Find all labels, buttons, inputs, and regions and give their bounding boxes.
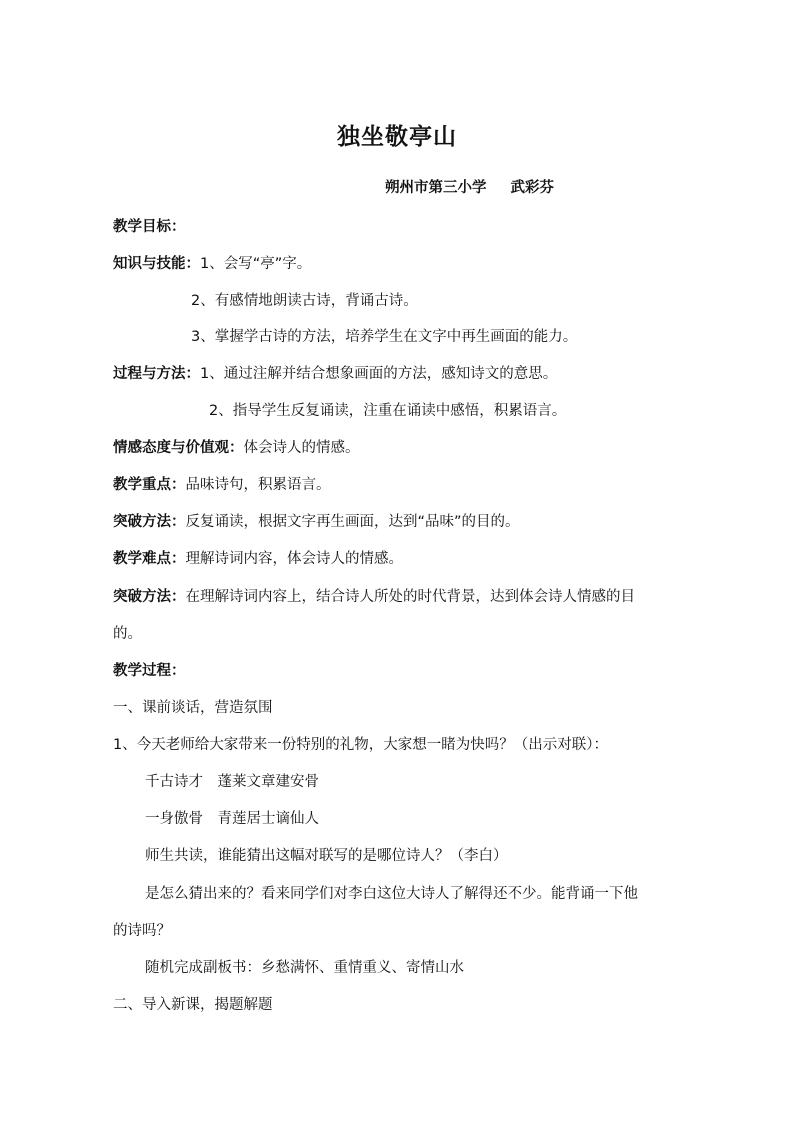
process-line-1 — [113, 364, 557, 384]
key-point-line — [113, 475, 331, 495]
process-item-2: 2、指导学生反复诵读，注重在诵读中感悟，积累语言。 — [209, 403, 567, 419]
couplet-line-1: 千古诗才 蓬莱文章建安骨 — [145, 774, 319, 790]
key-point-text: 品味诗句，积累语言。 — [185, 477, 331, 493]
process-label: 过程与方法： — [113, 366, 200, 382]
objectives-heading: 教学目标： — [113, 219, 186, 235]
guess-line-2: 的诗吗？ — [113, 923, 171, 939]
key-point-method-text: 反复诵读，根据文字再生画面，达到“品味”的目的。 — [185, 514, 520, 530]
board-line: 随机完成副板书：乡愁满怀、重情重义、寄情山水 — [145, 960, 464, 976]
difficulty-text: 理解诗词内容，体会诗人的情感。 — [185, 551, 403, 567]
school-name: 朔州市第三小学 — [385, 180, 487, 196]
difficulty-method-text: 在理解诗词内容上，结合诗人所处的时代背景，达到体会诗人情感的目 — [185, 589, 635, 605]
difficulty-label: 教学难点： — [113, 551, 186, 567]
key-point-method-line — [113, 512, 520, 532]
guess-line-1: 是怎么猜出来的？看来同学们对李白这位大诗人了解得还不少。能背诵一下他 — [145, 886, 638, 902]
emotion-label: 情感态度与价值观： — [113, 440, 244, 456]
difficulty-line — [113, 549, 403, 569]
difficulty-method-label: 突破方法： — [113, 589, 186, 605]
byline — [385, 176, 554, 197]
section-2-heading: 二、导入新课，揭题解题 — [113, 997, 273, 1013]
read-together-line: 师生共读，谁能猜出这幅对联写的是哪位诗人？（李白） — [145, 848, 508, 864]
page-title: 独坐敬亭山 — [337, 124, 457, 150]
difficulty-method-line — [113, 587, 635, 607]
knowledge-line-1 — [113, 254, 311, 274]
emotion-line — [113, 438, 360, 458]
section-1-heading: 一、课前谈话，营造氛围 — [113, 700, 273, 716]
couplet-line-2: 一身傲骨 青莲居士谪仙人 — [145, 811, 319, 827]
emotion-text: 体会诗人的情感。 — [243, 440, 360, 456]
process-heading: 教学过程： — [113, 663, 186, 679]
knowledge-label: 知识与技能： — [113, 256, 200, 272]
author-name: 武彩芬 — [510, 180, 554, 196]
process-item-1: 1、通过注解并结合想象画面的方法，感知诗文的意思。 — [200, 366, 558, 382]
knowledge-item-3: 3、掌握学古诗的方法，培养学生在文字中再生画面的能力。 — [191, 329, 578, 345]
key-point-method-label: 突破方法： — [113, 514, 186, 530]
item-1: 1、今天老师给大家带来一份特别的礼物，大家想一睹为快吗？（出示对联）： — [113, 737, 608, 753]
difficulty-method-continuation: 的。 — [113, 626, 142, 642]
key-point-label: 教学重点： — [113, 477, 186, 493]
knowledge-item-1: 1、会写“亭”字。 — [200, 256, 312, 272]
knowledge-item-2: 2、有感情地朗读古诗，背诵古诗。 — [191, 293, 418, 309]
